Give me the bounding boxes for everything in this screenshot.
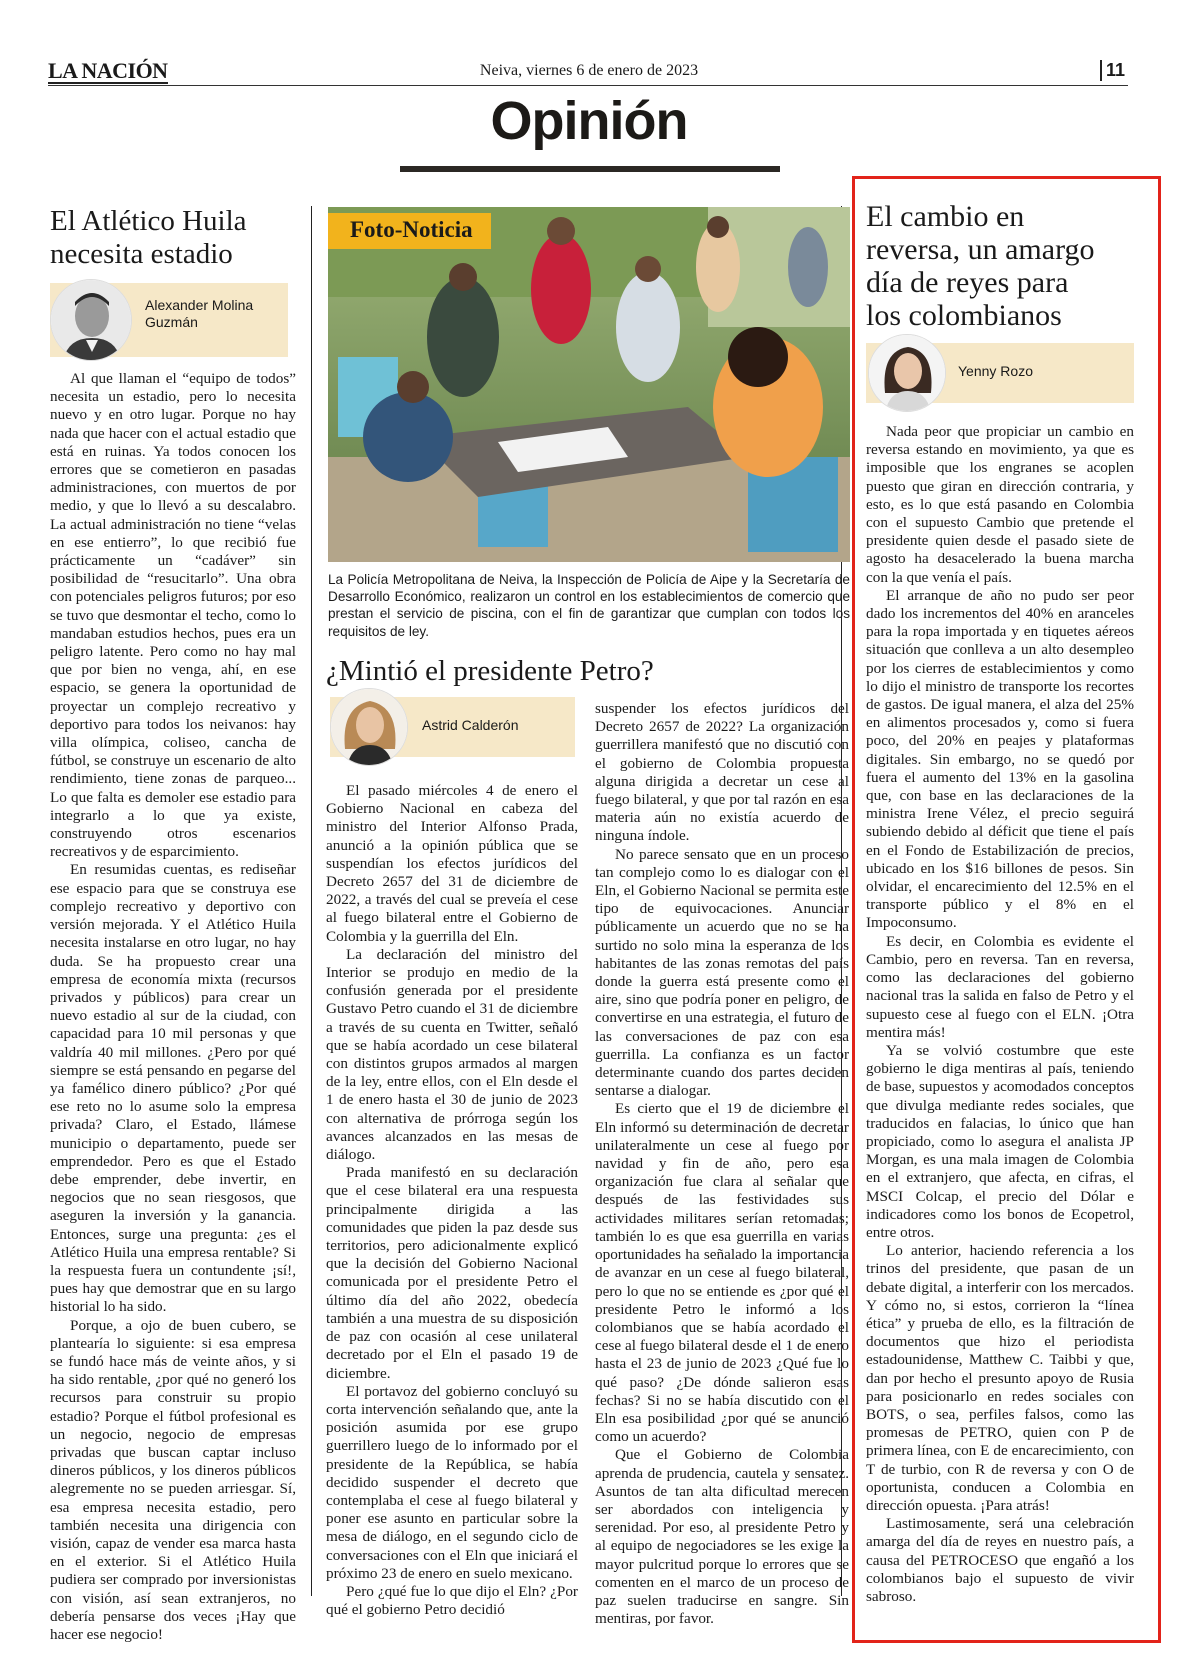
masthead-logo: LA NACIÓN (48, 58, 168, 83)
article2-paragraph: No parece sensato que en un proceso tan complejo como lo es dialogar con el Eln, el Gobierno Nacional se permita este tipo de equivocaciones. Anunciar públicamente un acuerdo que no se ha surtido no solo mina la esperanza de los habitantes de las zonas remotas del país donde la guerra está presente como el aire, sino que podría poner en peligro, de convertirse en una estrategia, el futuro de las conversaciones de paz con esa guerrilla. La confianza es un factor determinante cuando dos partes deciden sentarse a dialogar. (595, 845, 849, 1100)
article2-paragraph: Prada manifestó en su declaración que el cese bilateral era una respuesta principalmente dirigida a las comunidades que piden la paz desde sus territorios, pero adicionalmente explicó que la decisión del Gobierno Nacional comunicada por el presidente Petro el último día del año 2022, obedecía también a una muestra de su disposición de paz con ocasión al cese unilateral decretado por el Eln el pasado 19 de diciembre. (326, 1164, 578, 1382)
article2-author-avatar (330, 688, 408, 766)
page-number: 11 (1100, 60, 1125, 81)
article3-paragraph: El arranque de año no pudo ser peor dado los incrementos del 40% en aranceles para la ropa importada y en tiquetes aéreos situación que conlleva a un alto desempleo por los cierres de establecimientos y como lo dijo el ministro de transporte los recortes de gastos. De igual manera, el alza del 25% en alimentos procesados y, como si fuera poco, del 20% en peajes y plataformas digitales. Sin embargo, no se quedó por fuera el aumento del 13% en la gasolina que, con base en las declaraciones de la ministra Irene Vélez, el precio seguirá subiendo debido al déficit que tiene el país en el Fondo de Estabilización de precios, ubicado en los $16 billones de pesos. Sin olvidar, el encarecimiento del 12.5% en el transporte público y el 8% en el Impoconsumo. (866, 586, 1134, 932)
article2-paragraph: El pasado miércoles 4 de enero el Gobierno Nacional en cabeza del ministro del Interior Alfonso Prada, anunció a la opinión pública que se suspendían los efectos jurídicos del Decreto 2657 del 31 de diciembre de 2022, a través del cual se preveía el cese al fuego bilateral entre el Gobierno de Colombia y la guerrilla del Eln. (326, 782, 578, 945)
article2-paragraph: Es cierto que el 19 de diciembre el Eln informó su determinación de decretar unilateralmente un cese al fuego por navidad y fin de año, pero esa organización fue clara al señalar que después de las festividades sus actividades militares serían retomadas; también lo es que esa guerrilla en varias oportunidades ha señalado la importancia de avanzar en un cese al fuego bilateral, pero lo que no se entiende es ¿por qué el presidente Petro le informó a los colombianos que se había acordado el cese al fuego bilateral desde el 1 de enero hasta el 23 de junio de 2023 ¿Qué fue lo qué paso? ¿De dónde salieron esas fechas? Si no se había discutido con el Eln esa posibilidad ¿por qué se anunció como un acuerdo? (595, 1100, 849, 1446)
photo-news-image (328, 207, 850, 562)
article3-headline-line: día de reyes para (866, 266, 1069, 299)
article3-headline (866, 200, 1156, 332)
article3-paragraph: Lastimosamente, será una celebración amarga del día de reyes en nuestro país, a causa del PETROCESO que engañó a los colombianos bajo el supuesto de vivir sabroso. (866, 1515, 1134, 1605)
article3-paragraph: Lo anterior, haciendo referencia a los trinos del presidente, que pasan de un debate digital, a interferir con los mercados. Y cómo no, si estos, corrieron la “línea ética” y prueba de ello, es la filtración de documentos que hizo el periodista estadounidense, Matthew C. Taibbi y que, dan por hecho el presunto apoyo de Rusia para posicionarlo en redes sociales con BOTS, o sea, perfiles falsos, como las promesas de PETRO, quien con P de primera línea, con E de encarecimiento, con T de turbio, con R de reversa y con O de oportunista, conducen a Colombia en dirección opuesta. ¡Para atrás! (866, 1242, 1134, 1514)
article2-body-col1 (326, 782, 578, 1619)
article2-headline: ¿Mintió el presidente Petro? (326, 655, 654, 687)
photo-news-badge: Foto-Noticia (328, 213, 491, 249)
dateline: Neiva, viernes 6 de enero de 2023 (479, 62, 699, 79)
article3-headline-line: El cambio en (866, 200, 1025, 233)
article3-author-avatar (868, 334, 946, 412)
article1-headline-line: necesita estadio (50, 238, 233, 270)
article3-headline-line: los colombianos (866, 299, 1062, 332)
article3-body (866, 423, 1134, 1606)
article3-paragraph: Es decir, en Colombia es evidente el Cambio, pero en reversa. Tan en reversa, como las declaraciones del gobierno nacional tras la salida en falso de Petro y el supuesto cese al fuego con el ELN. ¡Otra mentira más! (866, 932, 1134, 1041)
column-divider (311, 206, 312, 1596)
article2-paragraph: El portavoz del gobierno concluyó su corta intervención señalando que, ante la posición asumida por ese grupo guerrillero luego de lo informado por el presidente de la República, se había decidido suspender el decreto que contemplaba el cese al fuego bilateral y poner ese asunto en particular sobre la mesa de diálogo, en el segundo ciclo de conversaciones con el Eln que iniciará el próximo 23 de enero en suelo mexicano. (326, 1382, 578, 1582)
article1-author (145, 297, 280, 331)
header-rule (48, 85, 1128, 86)
article1-paragraph: En resumidas cuentas, es rediseñar ese espacio para que se construya ese complejo recreativo y deportivo con versión mejorada. Y el Atlético Huila necesita instalarse en otro lugar, no hay duda. Se ha propuesto crear una empresa de economía mixta (recursos privados y públicos) para crear un nuevo estadio al sur de la ciudad, con capacidad para 10 mil personas y que valdría 40 mil millones. ¿Pero por qué siempre se está pensando en pegarse del ya famélico dinero público? ¿Por qué ese reto no lo asume solo la empresa privada? Claro, el Estado, llámese municipio o departamento, puede ser emprendedor. Pero es que el Estado debe emprender, debe invertir, en negocios que no sean riesgosos, que aseguren la inversión y la ganancia. Entonces, surge una pregunta: ¿es el Atlético Huila una empresa rentable? Si la respuesta fuera un contundente ¡sí!, pues hay que demostrar que en su largo historial lo ha sido. (50, 861, 296, 1316)
article2-body-col2 (595, 700, 849, 1628)
article3-paragraph: Nada peor que propiciar un cambio en reversa estando en movimiento, ya que es imposible que los engranes se acoplen puesto que giran en dirección contraria, y esto, es lo que está pasando en Colombia con el supuesto Cambio que pretende el presidente quien desde el pasado siete de agosto ha desacelerado la buena marcha con la que venía el país. (866, 423, 1134, 586)
article1-paragraph: Al que llaman el “equipo de todos” necesita un estadio, pero lo necesita nuevo y en otro lugar. Porque no hay nada que hacer con el actual estadio que está en ruinas. Ya todos conocen los errores que se cometieron en pasadas administraciones, con muertos de por medio, y que lo llevó a su descalabro. La actual administración no tiene “velas en ese entierro”, lo que recibió fue prácticamente un “cadáver” sin posibilidad de “resucitarlo”. Una obra con potenciales peligros futuros; por eso se tuvo que desmontar el techo, como lo mandaban estudios hechos, pues era un peligro latente. Pero como no hay mal que por bien no venga, ahí, en ese espacio, se genera la oportunidad de proyectar un complejo recreativo y deportivo para todos los neivanos: hay villa olímpica, coliseo, cancha de fútbol, se construye un escenario de alto rendimiento, tiene zonas de parqueo... Lo que falta es demoler ese estadio para integrarlo a lo que ya existe, construyendo otros escenarios recreativos y de esparcimiento. (50, 370, 296, 861)
article2-paragraph: suspender los efectos jurídicos del Decreto 2657 de 2022? La organización guerrillera manifestó que no discutió con el gobierno de Colombia propuesta alguna dirigida a decretar un cese al fuego bilateral, y que por tal razón en esa materia aún no existía acuerdo de ninguna índole. (595, 700, 849, 845)
article1-headline (50, 205, 300, 271)
article2-paragraph: La declaración del ministro del Interior se produjo en medio de la confusión generada por el presidente Gustavo Petro cuando el 31 de diciembre a través de su cuenta en Twitter, señaló que se había acordado un cese bilateral con distintos grupos armados al margen de la ley, entre ellos, con el Eln desde el 1 de enero hasta el 30 de junio de 2023 con alternativa de prórroga según los avances alcanzados en las mesas de diálogo. (326, 945, 578, 1164)
photo-news-caption: La Policía Metropolitana de Neiva, la Inspección de Policía de Aipe y la Secretaría de Desarrollo Económico, realizaron un control en los establecimientos de comercio que prestan el servicio de piscina, con el fin de garantizar que cumplan con todos los requisitos de ley. (328, 572, 850, 639)
article1-body (50, 370, 296, 1644)
article3-paragraph: Ya se volvió costumbre que este gobierno le diga mentiras al país, teniendo de base, supuestos y acomodados conceptos que divulga mediante redes sociales, que traducidos en falacias, lo único que han propiciado, como lo asegura el analista JP Morgan, es una mala imagen de Colombia en el extranjero, que afecta, en cifras, el MSCI Colcap, el precio del Dólar e indicadores como los bonos de Ecopetrol, entre otros. (866, 1041, 1134, 1241)
section-rule (400, 166, 780, 172)
author-line: Alexander Molina (145, 297, 254, 313)
article3-author: Yenny Rozo (958, 363, 1033, 379)
author-line: Guzmán (145, 314, 198, 330)
article1-paragraph: Porque, a ojo de buen cubero, se plantearía lo siguiente: si esa empresa se fundó hace más de veinte años, y si ha sido rentable, ¿por qué no generó los recursos para construir su propio estadio? Porque el fútbol profesional es un negocio, negocio de empresas privadas que buscan captar incluso dineros públicos, y los dineros públicos alegremente no se pueden arriesgar. Sí, esa empresa necesita estadio, pero también necesita una dirigencia con visión, capaz de vender esa marca hasta en el exterior. Si el Atlético Huila pudiera ser comprado por inversionistas con visión, así sean extranjeros, no debería pensarse dos veces ¡Hay que hacer ese negocio! (50, 1316, 296, 1644)
article1-author-avatar (50, 279, 132, 361)
article2-author: Astrid Calderón (422, 717, 519, 733)
article2-paragraph: Que el Gobierno de Colombia aprenda de prudencia, cautela y sensatez. Asuntos de tan alta dificultad merecen ser abordados con inteligencia y serenidad. Por eso, al presidente Petro y al equipo de negociadores se les exige la mayor pulcritud porque lo errores que se comenten en el marco de un proceso de paz suelen traducirse en sangre. Sin mentiras, por favor. (595, 1446, 849, 1628)
article2-paragraph: Pero ¿qué fue lo que dijo el Eln? ¿Por qué el gobierno Petro decidió (326, 1582, 578, 1619)
article1-headline-line: El Atlético Huila (50, 205, 247, 237)
article3-headline-line: reversa, un amargo (866, 233, 1095, 266)
section-title: Opinión (490, 91, 688, 151)
